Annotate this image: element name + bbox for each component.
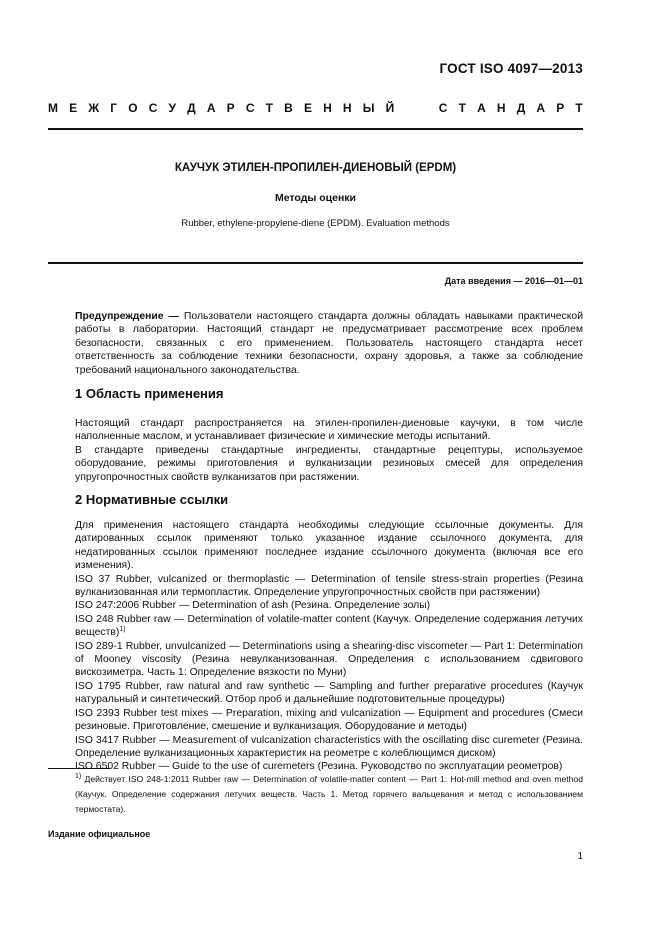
interstate-letter: М — [48, 101, 58, 115]
interstate-letter: Т — [458, 101, 466, 115]
interstate-letter: С — [438, 101, 448, 115]
footnote-divider — [48, 768, 110, 769]
title-divider — [48, 262, 583, 264]
section-2-body — [48, 519, 583, 774]
reference-text: ISO 248 Rubber raw — Determination of volatile-matter content (Каучук. Определение содержания летучих веществ) — [75, 613, 583, 639]
section-1-body — [48, 417, 583, 484]
english-title: Rubber, ethylene-propylene-diene (EPDM). Evaluation methods — [181, 218, 450, 229]
document-subtitle: Методы оценки — [274, 192, 357, 204]
interstate-letter: С — [148, 101, 158, 115]
reference-item: ISO 3417 Rubber — Measurement of vulcanization characteristics with the oscillating disc curemeter (Резина. Определение вулканизационных характеристик на реометре с колеблющимся диском) — [75, 734, 583, 759]
interstate-letter: А — [477, 101, 486, 115]
interstate-letter: Н — [323, 101, 332, 115]
introduction-date: Дата введения — 2016—01—01 — [444, 276, 583, 286]
warning-label: Предупреждение — — [75, 311, 179, 322]
warning-text: Пользователи настоящего стандарта должны обладать навыками практической работы в лаборатории. Настоящий стандарт не предусматривает рассмотрение всех проблем безопасности, связанных с его применением. Пользователь настоящего стандарта несет ответственность за соблюдение техники безопасности, охрану здоровья, а также за соблюдение требований национального законодательства. — [75, 311, 583, 376]
interstate-letter: У — [168, 101, 177, 115]
section-2-intro: Для применения настоящего стандарта необходимы следующие ссылочные документы. Для датированных ссылок применяют только указанное издание ссылочного документа, для недатированных ссылок применяют последнее издание ссылочного документа (включая все его изменения). — [75, 520, 583, 572]
document-title: КАУЧУК ЭТИЛЕН-ПРОПИЛЕН-ДИЕНОВЫЙ (EPDM) — [174, 162, 457, 174]
reference-item: ISO 6502 Rubber — Guide to the use of curemeters (Резина. Руководство по эксплуатации реометров) — [75, 761, 563, 773]
reference-item: ISO 289-1 Rubber, unvulcanized — Determinations using a shearing-disc viscometer — Part 1: Determination of Mooney viscosity (Резина невулканизованная. Определения с использованием сдвигового вискозиметра. Часть 1: Определение вязкости по Муни) — [75, 640, 583, 679]
interstate-letter: О — [128, 101, 138, 115]
interstate-letter: Д — [187, 101, 196, 115]
interstate-letter: Е — [69, 101, 78, 115]
reference-item: ISO 1795 Rubber, raw natural and raw synthetic — Sampling and further preparative procedures (Каучук натуральный и синтетический. Отбор проб и дальнейшие подготовительные процедуры) — [75, 680, 583, 706]
interstate-letter: Й — [385, 101, 395, 115]
interstate-standard-banner — [48, 101, 583, 115]
section-1-paragraph: В стандарте приведены стандартные ингредиенты, стандартные рецептуры, используемое оборудование, режимы приготовления и вулканизации резиновых смесей для определения упругопрочностных свойств вулканизатов при растяжении. — [75, 444, 583, 483]
section-1-heading: 1 Область применения — [75, 386, 224, 401]
reference-item — [48, 613, 583, 640]
interstate-letter: Р — [556, 101, 565, 115]
interstate-letter: С — [245, 101, 255, 115]
footnote-mark: 1) — [75, 773, 82, 780]
interstate-letter: Т — [265, 101, 273, 115]
interstate-letter: Р — [226, 101, 235, 115]
interstate-letter: Н — [496, 101, 506, 115]
interstate-letter: А — [206, 101, 216, 115]
interstate-letter: Т — [575, 101, 583, 115]
footnote — [48, 772, 583, 817]
interstate-letter: А — [536, 101, 546, 115]
interstate-letter: Г — [110, 101, 118, 115]
interstate-letter: В — [284, 101, 293, 115]
official-edition-label: Издание официальное — [48, 829, 151, 839]
footnote-reference: 1) — [119, 626, 126, 634]
top-divider — [48, 128, 583, 130]
reference-item: ISO 2393 Rubber test mixes — Preparation, mixing and vulcanization — Equipment and procedures (Смеси резиновые. Приготовление, смешение и вулканизация. Оборудование и методы) — [75, 707, 583, 733]
interstate-letter: Ы — [362, 101, 375, 115]
interstate-letter: Е — [303, 101, 312, 115]
interstate-letter: Ж — [88, 101, 100, 115]
reference-item: ISO 37 Rubber, vulcanized or thermoplastic — Determination of tensile stress-strain properties (Резина вулканизованная или термопластик. Определение упругопрочностных свойств при растяжении) — [75, 573, 583, 599]
footnote-text: Действует ISO 248-1:2011 Rubber raw — Determination of volatile-matter content — Part 1: Hot-mill method and oven method (Каучук. Определение содержания летучих веществ. Часть 1. Метод горячего вальцевания и метод с использованием термостата). — [75, 774, 583, 814]
interstate-letter: Н — [342, 101, 352, 115]
page-number: 1 — [577, 851, 583, 862]
section-2-heading: 2 Нормативные ссылки — [75, 492, 229, 507]
reference-item: ISO 247:2006 Rubber — Determination of ash (Резина. Определение золы) — [75, 600, 431, 612]
warning-paragraph — [48, 310, 583, 377]
section-1-paragraph: Настоящий стандарт распространяется на этилен-пропилен-диеновые каучуки, в том числе наполненные маслом, и устанавливает физические и химические методы испытаний. — [75, 418, 583, 443]
interstate-letter: Д — [516, 101, 526, 115]
standard-code: ГОСТ ISO 4097—2013 — [439, 61, 583, 76]
